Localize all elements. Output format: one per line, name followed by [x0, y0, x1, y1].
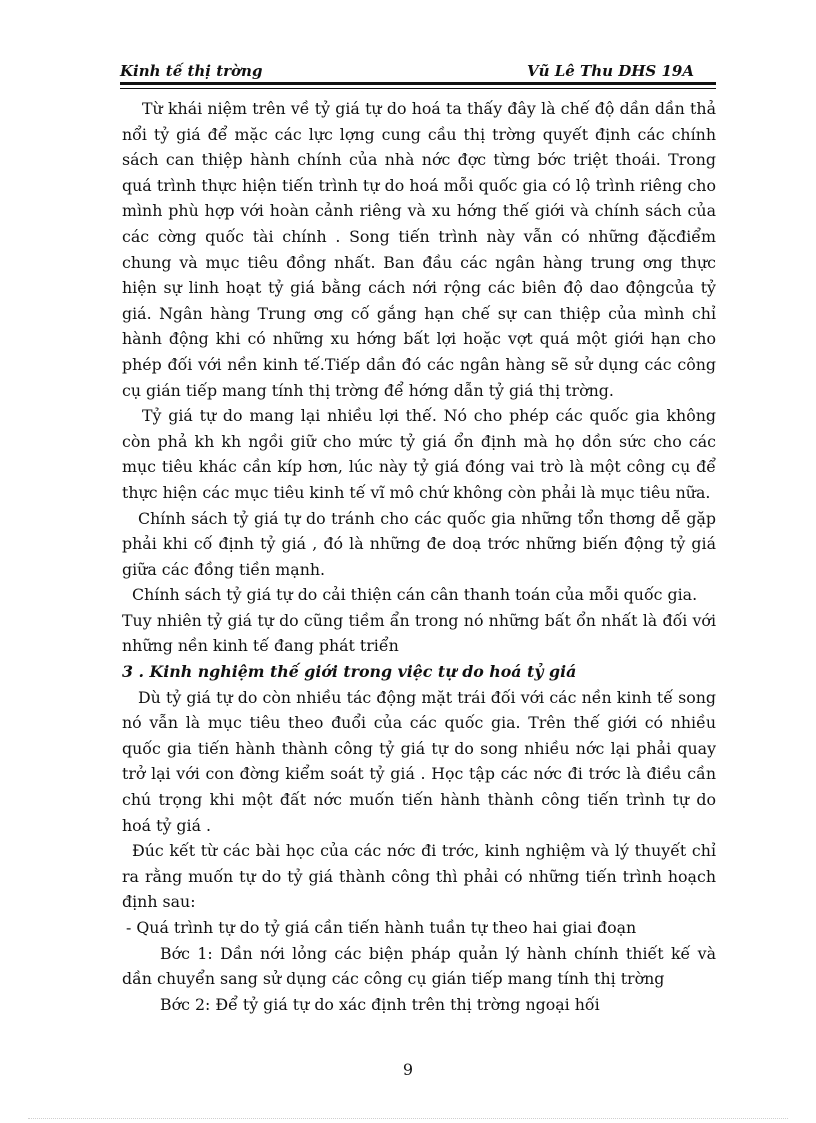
header-left-title: Kinh tế thị trờng [120, 62, 263, 80]
header-right-author: Vũ Lê Thu DHS 19A [526, 62, 694, 80]
paragraph-balance-of-payments: Chính sách tỷ giá tự do cải thiện cán cân thanh toán của mỗi quốc gia. [132, 585, 698, 605]
page-number: 9 [402, 1060, 414, 1079]
running-header [120, 62, 716, 84]
list-item-step-2: Bớc 2: Để tỷ giá tự do xác định trên thị trờng ngoại hối [160, 994, 600, 1014]
paragraph-risks: Tuy nhiên tỷ giá tự do cũng tiềm ẩn trong nó những bất ổn nhất là đối với những nền kinh tế đang phát triển [122, 610, 716, 656]
paragraph-lessons: Đúc kết từ các bài học của các nớc đi trớc, kinh nghiệm và lý thuyết chỉ ra rằng muốn tự do tỷ giá thành công thì phải có những tiến trình hoạch định sau: [122, 841, 716, 912]
list-item-step-1: Bớc 1: Dần nới lỏng các biện pháp quản lý hành chính thiết kế và dần chuyển sang sử dụng các công cụ gián tiếp mang tính thị trờng [122, 943, 716, 989]
paragraph-experience: Dù tỷ giá tự do còn nhiều tác động mặt trái đối với các nền kinh tế song nó vẫn là mục tiêu theo đuổi của các quốc gia. Trên thế giới có nhiều quốc gia tiến hành thành công tỷ giá tự do song nhiều nớc lại phải quay trở lại với con đờng kiểm soát tỷ giá . Học tập các nớc đi trớc là điều cần chú trọng khi một đất nớc muốn tiến hành thành công tiến trình tự do hoá tỷ giá . [122, 687, 716, 835]
paragraph-avoid-shocks: Chính sách tỷ giá tự do tránh cho các quốc gia những tổn thơng dễ gặp phải khi cố định tỷ giá , đó là những đe doạ trớc những biến động tỷ giá giữa các đồng tiền mạnh. [122, 508, 716, 579]
paragraph-definition: Từ khái niệm trên về tỷ giá tự do hoá ta thấy đây là chế độ dần dần thả nổi tỷ giá để mặc các lực lợng cung cầu thị trờng quyết định các chính sách can thiệp hành chính của nhà nớc đợc từng bớc triệt thoái. Trong quá trình thực hiện tiến trình tự do hoá mỗi quốc gia có lộ trình riêng cho mình phù hợp với hoàn cảnh riêng và xu hớng thế giới và chính sách của các cờng quốc tài chính . Song tiến trình này vẫn có những đặcđiểm chung và mục tiêu đồng nhất. Ban đầu các ngân hàng trung ơng thực hiện sự linh hoạt tỷ giá bằng cách nới rộng các biên độ dao độngcủa tỷ giá. Ngân hàng Trung ơng cố gắng hạn chế sự can thiệp của mình chỉ hành động khi có những xu hớng bất lợi hoặc vợt quá một giới hạn cho phép đối với nền kinh tế.Tiếp dần đó các ngân hàng sẽ sử dụng các công cụ gián tiếp mang tính thị trờng để hớng dẫn tỷ giá thị trờng. [122, 99, 716, 400]
header-rule-thin [120, 88, 716, 89]
page-bottom-divider [28, 1118, 788, 1119]
paragraph-advantages: Tỷ giá tự do mang lại nhiều lợi thế. Nó cho phép các quốc gia không còn phả kh kh ngồi giữ cho mức tỷ giá ổn định mà họ dồn sức cho các mục tiêu khác cần kíp hơn, lúc này tỷ giá đóng vai trò là một công cụ để thực hiện các mục tiêu kinh tế vĩ mô chứ không còn phải là mục tiêu nữa. [122, 406, 716, 502]
header-rule-thick [120, 82, 716, 85]
list-item-phases: - Quá trình tự do tỷ giá cần tiến hành tuần tự theo hai giai đoạn [126, 918, 637, 937]
section-heading: 3 . Kinh nghiệm thế giới trong việc tự do hoá tỷ giá [122, 662, 577, 682]
body-text [122, 96, 716, 1017]
